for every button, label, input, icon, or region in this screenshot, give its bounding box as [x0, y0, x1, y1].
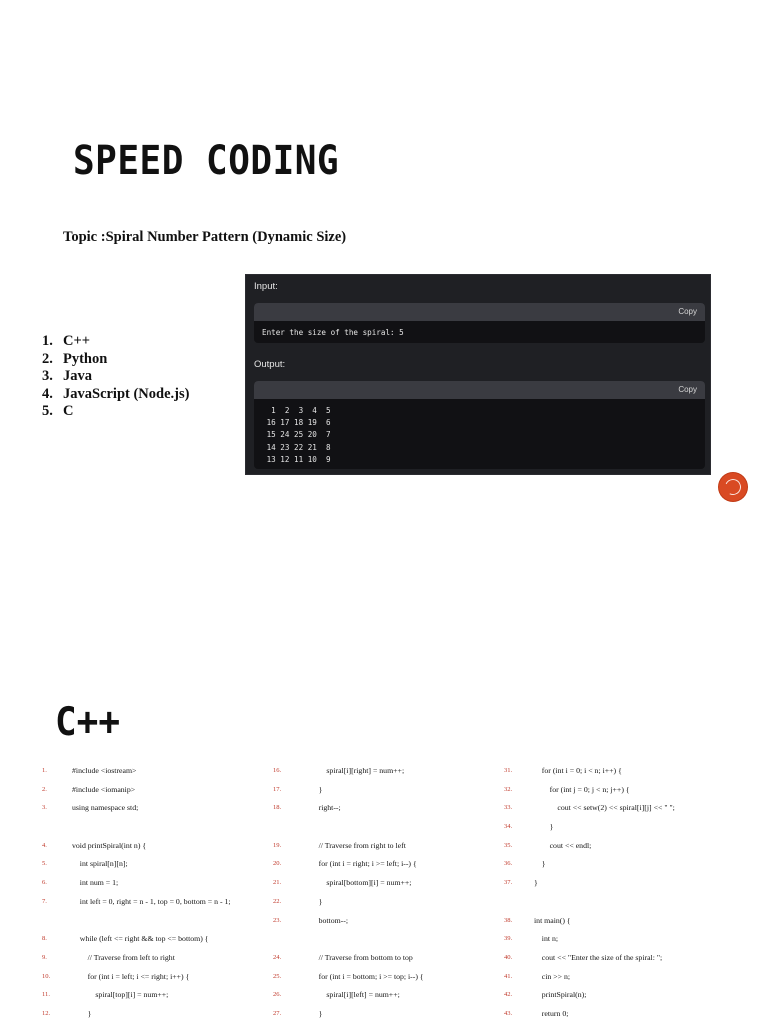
line-number: 26.	[273, 991, 282, 999]
line-number: 17.	[273, 785, 282, 793]
line-number: 6.	[42, 879, 47, 887]
code-line	[273, 986, 424, 1005]
code-text: #include <iomanip>	[72, 784, 136, 794]
language-label: C++	[63, 333, 90, 349]
code-line	[504, 930, 675, 949]
line-number: 32.	[504, 785, 513, 793]
code-line	[42, 930, 231, 949]
language-item: 2. Python	[42, 350, 108, 367]
language-item: 1. C++	[42, 333, 90, 349]
code-line	[504, 986, 675, 1005]
code-line	[42, 949, 231, 968]
code-text: }	[72, 1008, 92, 1018]
language-list	[42, 333, 189, 421]
output-label: Output:	[254, 359, 286, 370]
line-number: 22.	[273, 897, 282, 905]
code-line	[504, 818, 675, 837]
code-line	[504, 781, 675, 800]
code-text: }	[534, 878, 538, 888]
code-text: cout << "Enter the size of the spiral: ";	[534, 952, 663, 962]
output-code-box	[254, 381, 705, 469]
line-number: 16.	[273, 767, 282, 774]
code-line	[504, 855, 675, 874]
code-line	[504, 968, 675, 987]
code-line	[42, 968, 231, 987]
line-number: 4.	[42, 841, 47, 849]
code-line	[504, 762, 675, 781]
code-line	[42, 912, 231, 931]
line-number: 18.	[273, 804, 282, 812]
code-text: }	[303, 1008, 323, 1018]
code-line	[273, 930, 424, 949]
line-number	[504, 893, 534, 912]
code-line	[273, 781, 424, 800]
code-column-1	[42, 762, 231, 1024]
output-code-header	[254, 381, 705, 399]
code-line	[42, 855, 231, 874]
code-text: for (int i = right; i >= left; i--) {	[303, 859, 417, 869]
code-text: using namespace std;	[72, 803, 139, 813]
copy-input-button[interactable]: Copy	[678, 307, 697, 316]
line-number: 20.	[273, 860, 282, 868]
code-line	[504, 874, 675, 893]
line-number: 43.	[504, 1009, 513, 1017]
code-text: int main() {	[534, 915, 571, 925]
line-number: 1.	[42, 767, 47, 774]
code-line	[504, 799, 675, 818]
line-number: 27.	[273, 1009, 282, 1017]
code-text: spiral[i][left] = num++;	[303, 990, 400, 1000]
code-line	[273, 949, 424, 968]
line-number: 12.	[42, 1009, 51, 1017]
line-number: 8.	[42, 935, 47, 943]
language-item: 4. JavaScript (Node.js)	[42, 385, 190, 402]
line-number: 7.	[42, 897, 47, 905]
line-number: 41.	[504, 972, 513, 980]
input-label: Input:	[254, 281, 278, 292]
code-line	[42, 781, 231, 800]
line-number: 34.	[504, 823, 513, 831]
line-number: 10.	[42, 972, 51, 980]
code-text: spiral[i][right] = num++;	[303, 766, 405, 775]
code-column-3	[504, 762, 675, 1024]
code-text: // Traverse from left to right	[72, 952, 175, 962]
line-number: 39.	[504, 935, 513, 943]
code-text: }	[303, 784, 323, 794]
line-number: 38.	[504, 916, 513, 924]
line-number: 37.	[504, 879, 513, 887]
code-text: cout << setw(2) << spiral[i][j] << " ";	[534, 803, 675, 813]
code-line	[273, 893, 424, 912]
code-line	[273, 855, 424, 874]
code-text: int num = 1;	[72, 878, 119, 888]
line-number: 24.	[273, 953, 282, 961]
slide-title: SPEED CODING	[73, 138, 340, 184]
code-text: for (int i = 0; i < n; i++) {	[534, 766, 622, 775]
line-number	[42, 818, 72, 837]
code-text: }	[534, 822, 554, 832]
io-example-panel	[245, 274, 711, 475]
output-code-text: 1 2 3 4 5 16 17 18 19 6 15 24 25 20 7 14 23 22 21 8 13 12 11 10 9	[266, 406, 331, 464]
code-line	[42, 893, 231, 912]
code-text: return 0;	[534, 1008, 569, 1018]
code-line	[504, 912, 675, 931]
code-line	[273, 837, 424, 856]
input-code-box	[254, 303, 705, 343]
line-number	[273, 818, 303, 837]
language-item: 3. Java	[42, 368, 92, 384]
code-line	[273, 874, 424, 893]
line-number: 21.	[273, 879, 282, 887]
code-text: spiral[bottom][i] = num++;	[303, 878, 412, 888]
code-text: }	[534, 859, 546, 869]
line-number: 25.	[273, 972, 282, 980]
code-line	[273, 799, 424, 818]
code-line	[504, 837, 675, 856]
line-number: 5.	[42, 860, 47, 868]
language-label: JavaScript (Node.js)	[63, 385, 190, 402]
code-line	[42, 837, 231, 856]
language-item: 5. C	[42, 403, 74, 419]
line-number: 40.	[504, 953, 513, 961]
section-heading: C++	[55, 700, 121, 746]
code-text: printSpiral(n);	[534, 990, 587, 1000]
line-number: 3.	[42, 804, 47, 812]
code-line	[42, 874, 231, 893]
code-text: // Traverse from right to left	[303, 840, 406, 850]
code-line	[42, 799, 231, 818]
code-line	[273, 762, 424, 781]
line-number: 35.	[504, 841, 513, 849]
code-line	[273, 968, 424, 987]
line-number	[273, 930, 303, 949]
code-text: while (left <= right && top <= bottom) {	[72, 934, 209, 944]
line-number: 33.	[504, 804, 513, 812]
code-text: void printSpiral(int n) {	[72, 840, 147, 850]
language-label: C	[63, 403, 74, 419]
language-label: Java	[63, 368, 92, 384]
line-number: 36.	[504, 860, 513, 868]
line-number: 2.	[42, 785, 47, 793]
line-number: 11.	[42, 991, 50, 999]
code-line	[42, 986, 231, 1005]
code-text: int left = 0, right = n - 1, top = 0, bottom = n - 1;	[72, 896, 231, 906]
decorative-circle-icon	[719, 473, 747, 501]
line-number: 31.	[504, 767, 513, 774]
topic-heading: Topic :Spiral Number Pattern (Dynamic Size)	[63, 229, 347, 245]
code-line	[504, 1005, 675, 1024]
line-number: 42.	[504, 991, 513, 999]
code-text: int n;	[534, 934, 559, 944]
line-number	[42, 912, 72, 931]
code-text: cout << endl;	[534, 840, 592, 850]
code-column-2	[273, 762, 424, 1024]
line-number: 23.	[273, 916, 282, 924]
code-line	[273, 1005, 424, 1024]
input-code-text: Enter the size of the spiral: 5	[262, 328, 404, 337]
code-line	[504, 893, 675, 912]
code-text: }	[303, 896, 323, 906]
code-text: for (int j = 0; j < n; j++) {	[534, 784, 630, 794]
line-number: 9.	[42, 953, 47, 961]
code-line	[504, 949, 675, 968]
code-text: cin >> n;	[534, 971, 571, 981]
code-line	[273, 818, 424, 837]
code-text: for (int i = left; i <= right; i++) {	[72, 971, 190, 981]
code-text: right--;	[303, 803, 341, 813]
language-label: Python	[63, 350, 108, 367]
code-text: #include <iostream>	[72, 766, 137, 775]
input-code-header	[254, 303, 705, 321]
code-text: for (int i = bottom; i >= top; i--) {	[303, 971, 424, 981]
code-text: // Traverse from bottom to top	[303, 952, 413, 962]
line-number: 19.	[273, 841, 282, 849]
copy-output-button[interactable]: Copy	[678, 385, 697, 394]
code-text: bottom--;	[303, 915, 349, 925]
code-text: int spiral[n][n];	[72, 859, 128, 869]
code-line	[42, 818, 231, 837]
code-text: spiral[top][i] = num++;	[72, 990, 169, 1000]
code-line	[42, 762, 231, 781]
code-line	[42, 1005, 231, 1024]
code-line	[273, 912, 424, 931]
